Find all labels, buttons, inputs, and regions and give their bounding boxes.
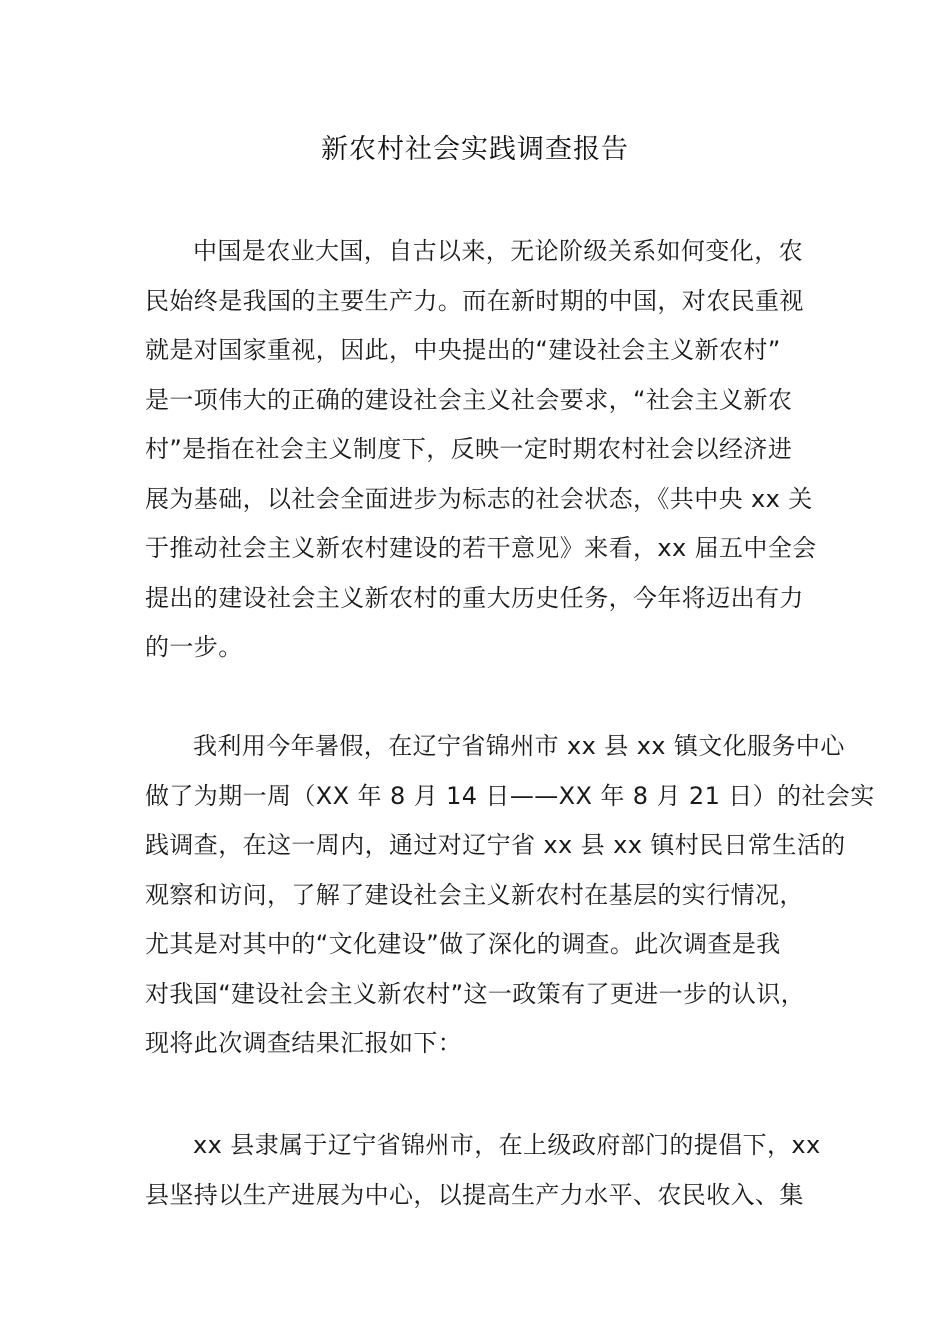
paragraph-line: 我利用今年暑假，在辽宁省锦州市 xx 县 xx 镇文化服务中心	[193, 732, 845, 760]
paragraph-survey	[145, 722, 875, 1069]
paragraph-line: 民始终是我国的主要生产力。而在新时期的中国，对农民重视	[145, 286, 804, 315]
paragraph-line: 就是对国家重视，因此，中央提出的“建设社会主义新农村”	[145, 336, 781, 364]
document-title: 新农村社会实践调查报告	[321, 134, 629, 165]
paragraph-line: 提出的建设社会主义新农村的重大历史任务，今年将迈出有力	[145, 583, 804, 612]
paragraph-line: 县坚持以生产进展为中心，以提高生产力水平、农民收入、集	[145, 1180, 804, 1209]
paragraph-line: 村”是指在社会主义制度下，反映一定时期农村社会以经济进	[145, 435, 793, 463]
paragraph-line: 现将此次调查结果汇报如下：	[145, 1029, 463, 1057]
paragraph-line: 是一项伟大的正确的建设社会主义社会要求，“社会主义新农	[145, 385, 793, 414]
paragraph-line: 展为基础，以社会全面进步为标志的社会状态，《共中央 xx 关	[145, 484, 813, 513]
paragraph-line: 观察和访问，了解了建设社会主义新农村在基层的实行情况，	[145, 880, 804, 909]
paragraph-intro	[145, 227, 817, 673]
paragraph-line: 践调查，在这一周内，通过对辽宁省 xx 县 xx 镇村民日常生活的	[145, 831, 846, 859]
paragraph-line: 对我国“建设社会主义新农村”这一政策有了更进一步的认识，	[145, 979, 806, 1008]
paragraph-line: 中国是农业大国，自古以来，无论阶级关系如何变化，农	[193, 237, 803, 265]
paragraph-county	[145, 1121, 821, 1220]
paragraph-line: xx 县隶属于辽宁省锦州市，在上级政府部门的提倡下，xx	[193, 1131, 821, 1159]
paragraph-line: 做了为期一周（XX 年 8 月 14 日——XX 年 8 月 21 日）的社会实	[145, 781, 875, 810]
paragraph-line: 的一步。	[145, 633, 243, 661]
paragraph-line: 尤其是对其中的“文化建设”做了深化的调查。此次调查是我	[145, 930, 781, 958]
paragraph-line: 于推动社会主义新农村建设的若干意见》来看，xx 届五中全会	[145, 534, 817, 562]
